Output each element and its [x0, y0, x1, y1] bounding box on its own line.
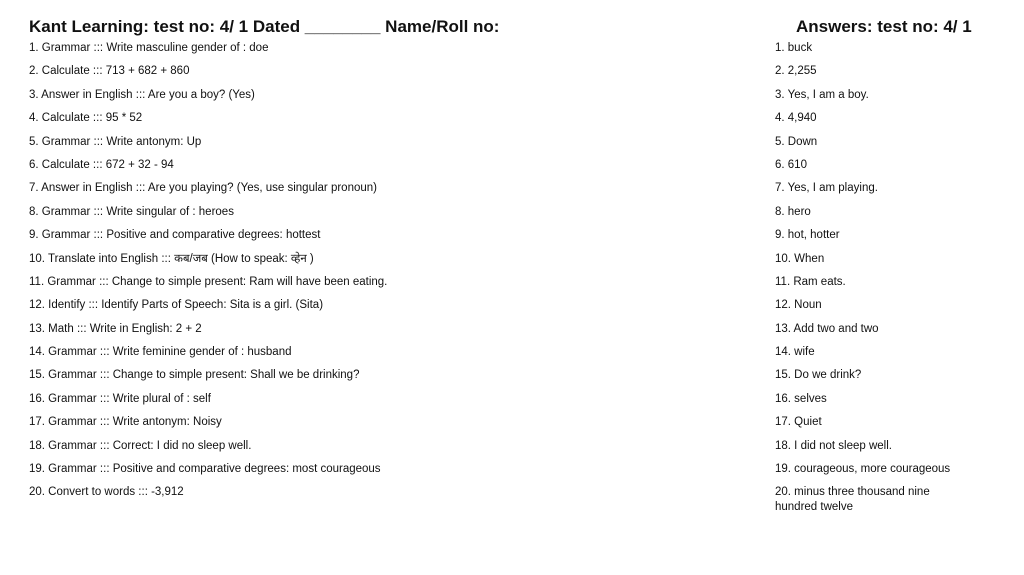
answer-item: 13. Add two and two [775, 322, 879, 335]
question-item: 20. Convert to words ::: -3,912 [29, 486, 184, 499]
answer-item: 10. When [775, 252, 825, 265]
question-item: 2. Calculate ::: 713 + 682 + 860 [29, 65, 190, 78]
answer-item: 1. buck [775, 42, 813, 54]
question-list [29, 41, 729, 500]
question-item: 15. Grammar ::: Change to simple present: Shall we be drinking? [29, 369, 360, 382]
answer-item: 5. Down [775, 135, 818, 148]
answer-item: 17. Quiet [775, 416, 822, 429]
question-item: 19. Grammar ::: Positive and comparative degrees: most courageous [29, 463, 381, 476]
answer-item: 18. I did not sleep well. [775, 439, 892, 452]
answer-list [775, 41, 995, 515]
question-item: 4. Calculate ::: 95 * 52 [29, 112, 143, 125]
answer-item: 3. Yes, I am a boy. [775, 88, 869, 101]
question-item: 12. Identify ::: Identify Parts of Speech: Sita is a girl. (Sita) [29, 299, 324, 312]
question-item: 16. Grammar ::: Write plural of : self [29, 392, 211, 405]
question-item: 14. Grammar ::: Write feminine gender of : husband [29, 346, 292, 359]
test-column [29, 16, 729, 509]
question-item: 13. Math ::: Write in English: 2 + 2 [29, 322, 202, 335]
answer-item: 15. Do we drink? [775, 369, 862, 382]
question-item: 18. Grammar ::: Correct: I did no sleep well. [29, 439, 252, 452]
test-heading: Kant Learning: test no: 4/ 1 Dated ________ Name/Roll no: [29, 17, 500, 36]
question-item: 17. Grammar ::: Write antonym: Noisy [29, 416, 222, 429]
answer-item: 7. Yes, I am playing. [775, 182, 878, 195]
answer-item: 6. 610 [775, 158, 807, 171]
question-item: 1. Grammar ::: Write masculine gender of : doe [29, 42, 269, 54]
answer-item: 8. hero [775, 205, 811, 218]
answer-item: 16. selves [775, 392, 827, 405]
question-item: 10. Translate into English ::: कब/जब (How to speak: व्हेन ) [29, 252, 314, 265]
answer-item: 11. Ram eats. [775, 275, 846, 288]
question-item: 3. Answer in English ::: Are you a boy? (Yes) [29, 88, 255, 101]
answer-item: 14. wife [775, 346, 815, 359]
question-item: 8. Grammar ::: Write singular of : heroes [29, 205, 234, 218]
question-item: 6. Calculate ::: 672 + 32 - 94 [29, 158, 174, 171]
answer-item: 19. courageous, more courageous [775, 463, 951, 476]
answer-item: 2. 2,255 [775, 65, 817, 78]
question-item: 7. Answer in English ::: Are you playing? (Yes, use singular pronoun) [29, 182, 377, 195]
answers-column [775, 16, 995, 524]
answer-item: 12. Noun [775, 299, 822, 312]
question-item: 9. Grammar ::: Positive and comparative degrees: hottest [29, 229, 321, 242]
answer-item: 4. 4,940 [775, 112, 817, 125]
answer-item: 20. minus three thousand nine hundred twelve [775, 486, 930, 514]
answers-heading: Answers: test no: 4/ 1 [796, 17, 972, 36]
question-item: 11. Grammar ::: Change to simple present: Ram will have been eating. [29, 275, 388, 288]
answer-item: 9. hot, hotter [775, 229, 840, 242]
question-item: 5. Grammar ::: Write antonym: Up [29, 135, 202, 148]
